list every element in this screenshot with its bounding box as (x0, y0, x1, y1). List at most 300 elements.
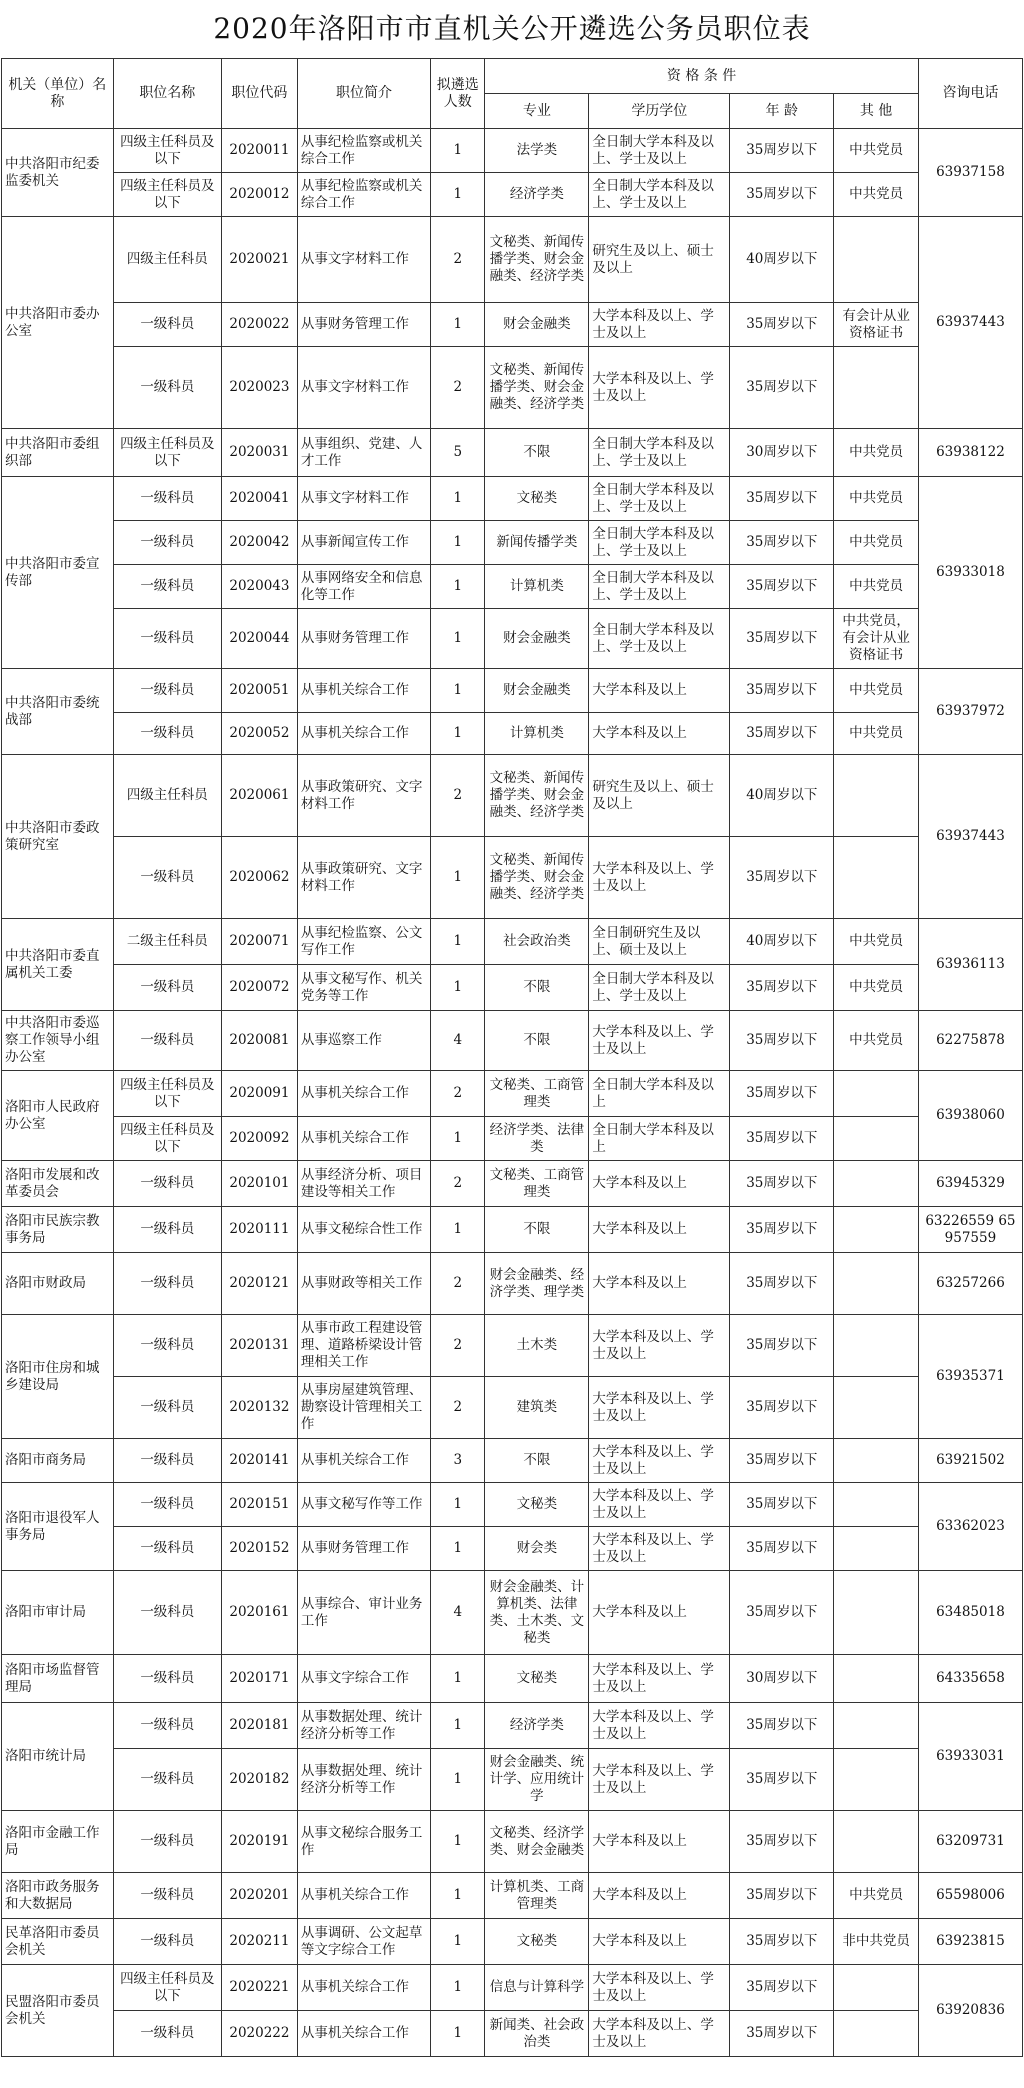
position-cell: 四级主任科员及以下 (113, 1117, 221, 1161)
education-cell: 大学本科及以上、学士及以上 (589, 303, 730, 347)
position-cell: 一级科员 (113, 965, 221, 1011)
count-cell: 1 (431, 713, 485, 755)
intro-cell: 从事文字材料工作 (297, 217, 430, 303)
page-title: 2020年洛阳市市直机关公开遴选公务员职位表 (213, 12, 811, 45)
age-cell: 35周岁以下 (730, 1377, 834, 1439)
other-cell (834, 837, 919, 919)
position-cell: 四级主任科员及以下 (113, 173, 221, 217)
education-cell: 大学本科及以上 (589, 1161, 730, 1207)
intro-cell: 从事财务管理工作 (297, 303, 430, 347)
major-cell: 不限 (485, 1011, 589, 1071)
intro-cell: 从事机关综合工作 (297, 669, 430, 713)
code-cell: 2020222 (222, 2011, 298, 2057)
intro-cell: 从事文字综合工作 (297, 1655, 430, 1703)
major-cell: 文秘类 (485, 477, 589, 521)
position-cell: 一级科员 (113, 1655, 221, 1703)
header-phone: 咨询电话 (918, 59, 1022, 129)
table-row (2, 1253, 1023, 1315)
other-cell: 中共党员 (834, 919, 919, 965)
table-row (2, 919, 1023, 965)
count-cell: 1 (431, 129, 485, 173)
table-row (2, 1207, 1023, 1253)
other-cell: 中共党员，有会计从业资格证书 (834, 609, 919, 669)
position-cell: 一级科员 (113, 1377, 221, 1439)
table-row (2, 1655, 1023, 1703)
other-cell (834, 347, 919, 429)
intro-cell: 从事机关综合工作 (297, 1117, 430, 1161)
age-cell: 35周岁以下 (730, 1315, 834, 1377)
position-cell: 一级科员 (113, 1011, 221, 1071)
table-row (2, 217, 1023, 303)
table-row (2, 1439, 1023, 1483)
position-cell: 一级科员 (113, 347, 221, 429)
phone-cell: 63923815 (918, 1919, 1022, 1965)
age-cell: 35周岁以下 (730, 1483, 834, 1527)
code-cell: 2020012 (222, 173, 298, 217)
phone-cell: 63209731 (918, 1811, 1022, 1873)
code-cell: 2020061 (222, 755, 298, 837)
table-row (2, 1527, 1023, 1571)
major-cell: 社会政治类 (485, 919, 589, 965)
phone-cell: 63257266 (918, 1253, 1022, 1315)
code-cell: 2020171 (222, 1655, 298, 1703)
intro-cell: 从事文字材料工作 (297, 347, 430, 429)
education-cell: 全日制大学本科及以上、学士及以上 (589, 477, 730, 521)
table-row (2, 1919, 1023, 1965)
major-cell: 信息与计算科学 (485, 1965, 589, 2011)
major-cell: 文秘类 (485, 1483, 589, 1527)
table-row (2, 837, 1023, 919)
count-cell: 1 (431, 1527, 485, 1571)
major-cell: 财会类 (485, 1527, 589, 1571)
count-cell: 1 (431, 609, 485, 669)
age-cell: 35周岁以下 (730, 1117, 834, 1161)
count-cell: 2 (431, 1253, 485, 1315)
position-cell: 四级主任科员及以下 (113, 129, 221, 173)
phone-cell: 63937443 (918, 217, 1022, 429)
age-cell: 35周岁以下 (730, 1253, 834, 1315)
position-cell: 一级科员 (113, 1703, 221, 1749)
intro-cell: 从事财政等相关工作 (297, 1253, 430, 1315)
org-cell: 中共洛阳市委办公室 (2, 217, 114, 429)
age-cell: 35周岁以下 (730, 1161, 834, 1207)
intro-cell: 从事房屋建筑管理、勘察设计管理相关工作 (297, 1377, 430, 1439)
table-row (2, 1749, 1023, 1811)
header-org: 机关（单位）名称 (2, 59, 114, 129)
count-cell: 5 (431, 429, 485, 477)
code-cell: 2020041 (222, 477, 298, 521)
major-cell: 财会金融类、计算机类、法律类、土木类、文秘类 (485, 1571, 589, 1655)
age-cell: 35周岁以下 (730, 1527, 834, 1571)
table-row (2, 2011, 1023, 2057)
code-cell: 2020221 (222, 1965, 298, 2011)
position-cell: 一级科员 (113, 1571, 221, 1655)
code-cell: 2020091 (222, 1071, 298, 1117)
count-cell: 1 (431, 919, 485, 965)
education-cell: 全日制大学本科及以上、学士及以上 (589, 173, 730, 217)
education-cell: 研究生及以上、硕士及以上 (589, 755, 730, 837)
education-cell: 大学本科及以上 (589, 1207, 730, 1253)
phone-cell: 63937972 (918, 669, 1022, 755)
education-cell: 大学本科及以上、学士及以上 (589, 1703, 730, 1749)
intro-cell: 从事数据处理、统计经济分析等工作 (297, 1749, 430, 1811)
position-cell: 一级科员 (113, 837, 221, 919)
education-cell: 大学本科及以上 (589, 1811, 730, 1873)
count-cell: 1 (431, 1965, 485, 2011)
other-cell: 中共党员 (834, 965, 919, 1011)
table-row (2, 1483, 1023, 1527)
count-cell: 1 (431, 303, 485, 347)
major-cell: 新闻传播学类 (485, 521, 589, 565)
phone-cell: 63933031 (918, 1703, 1022, 1811)
phone-cell: 63226559 65957559 (918, 1207, 1022, 1253)
code-cell: 2020062 (222, 837, 298, 919)
table-row (2, 1315, 1023, 1377)
position-cell: 一级科员 (113, 1873, 221, 1919)
major-cell: 建筑类 (485, 1377, 589, 1439)
education-cell: 大学本科及以上、学士及以上 (589, 347, 730, 429)
other-cell: 中共党员 (834, 669, 919, 713)
education-cell: 大学本科及以上 (589, 669, 730, 713)
count-cell: 2 (431, 1315, 485, 1377)
major-cell: 财会金融类、经济学类、理学类 (485, 1253, 589, 1315)
position-cell: 一级科员 (113, 1253, 221, 1315)
major-cell: 经济学类、法律类 (485, 1117, 589, 1161)
age-cell: 35周岁以下 (730, 521, 834, 565)
code-cell: 2020052 (222, 713, 298, 755)
education-cell: 大学本科及以上、学士及以上 (589, 1655, 730, 1703)
education-cell: 全日制大学本科及以上、学士及以上 (589, 129, 730, 173)
major-cell: 文秘类 (485, 1919, 589, 1965)
header-count: 拟遴选人数 (431, 59, 485, 129)
age-cell: 35周岁以下 (730, 837, 834, 919)
position-cell: 一级科员 (113, 565, 221, 609)
intro-cell: 从事文秘综合服务工作 (297, 1811, 430, 1873)
other-cell (834, 1315, 919, 1377)
education-cell: 全日制大学本科及以上 (589, 1071, 730, 1117)
age-cell: 35周岁以下 (730, 129, 834, 173)
other-cell (834, 1161, 919, 1207)
position-cell: 一级科员 (113, 1315, 221, 1377)
count-cell: 4 (431, 1571, 485, 1655)
count-cell: 1 (431, 1811, 485, 1873)
major-cell: 不限 (485, 965, 589, 1011)
major-cell: 财会金融类 (485, 303, 589, 347)
other-cell (834, 755, 919, 837)
count-cell: 2 (431, 1377, 485, 1439)
table-row (2, 1011, 1023, 1071)
major-cell: 文秘类、经济学类、财会金融类 (485, 1811, 589, 1873)
intro-cell: 从事文秘写作、机关党务等工作 (297, 965, 430, 1011)
education-cell: 大学本科及以上、学士及以上 (589, 1749, 730, 1811)
education-cell: 全日制大学本科及以上、学士及以上 (589, 965, 730, 1011)
intro-cell: 从事机关综合工作 (297, 1439, 430, 1483)
header-intro: 职位简介 (297, 59, 430, 129)
intro-cell: 从事机关综合工作 (297, 713, 430, 755)
position-cell: 一级科员 (113, 1483, 221, 1527)
org-cell: 洛阳市商务局 (2, 1439, 114, 1483)
count-cell: 1 (431, 1919, 485, 1965)
table-row (2, 129, 1023, 173)
org-cell: 洛阳市民族宗教事务局 (2, 1207, 114, 1253)
position-cell: 一级科员 (113, 1207, 221, 1253)
count-cell: 1 (431, 1655, 485, 1703)
code-cell: 2020201 (222, 1873, 298, 1919)
code-cell: 2020121 (222, 1253, 298, 1315)
intro-cell: 从事财务管理工作 (297, 1527, 430, 1571)
count-cell: 2 (431, 755, 485, 837)
table-row (2, 1377, 1023, 1439)
major-cell: 财会金融类、统计学、应用统计学 (485, 1749, 589, 1811)
table-row (2, 565, 1023, 609)
org-cell: 洛阳市发展和改革委员会 (2, 1161, 114, 1207)
intro-cell: 从事经济分析、项目建设等相关工作 (297, 1161, 430, 1207)
code-cell: 2020011 (222, 129, 298, 173)
age-cell: 35周岁以下 (730, 1873, 834, 1919)
table-row (2, 755, 1023, 837)
education-cell: 全日制大学本科及以上、学士及以上 (589, 429, 730, 477)
org-cell: 中共洛阳市纪委监委机关 (2, 129, 114, 217)
major-cell: 不限 (485, 1207, 589, 1253)
major-cell: 文秘类、工商管理类 (485, 1161, 589, 1207)
header-major: 专业 (485, 94, 589, 129)
org-cell: 洛阳市退役军人事务局 (2, 1483, 114, 1571)
other-cell: 有会计从业资格证书 (834, 303, 919, 347)
header-qualifications: 资 格 条 件 (485, 59, 919, 94)
table-row (2, 965, 1023, 1011)
count-cell: 2 (431, 217, 485, 303)
count-cell: 3 (431, 1439, 485, 1483)
other-cell (834, 1071, 919, 1117)
table-row (2, 1965, 1023, 2011)
age-cell: 35周岁以下 (730, 713, 834, 755)
count-cell: 1 (431, 521, 485, 565)
table-row (2, 477, 1023, 521)
education-cell: 大学本科及以上、学士及以上 (589, 1527, 730, 1571)
age-cell: 35周岁以下 (730, 1571, 834, 1655)
table-row (2, 173, 1023, 217)
position-cell: 一级科员 (113, 1811, 221, 1873)
major-cell: 文秘类、新闻传播学类、财会金融类、经济学类 (485, 755, 589, 837)
major-cell: 新闻类、社会政治类 (485, 2011, 589, 2057)
table-row (2, 609, 1023, 669)
position-cell: 一级科员 (113, 1439, 221, 1483)
intro-cell: 从事组织、党建、人才工作 (297, 429, 430, 477)
org-cell: 民盟洛阳市委员会机关 (2, 1965, 114, 2057)
code-cell: 2020023 (222, 347, 298, 429)
other-cell (834, 1117, 919, 1161)
count-cell: 1 (431, 477, 485, 521)
count-cell: 1 (431, 1703, 485, 1749)
major-cell: 计算机类、工商管理类 (485, 1873, 589, 1919)
other-cell (834, 1655, 919, 1703)
code-cell: 2020101 (222, 1161, 298, 1207)
table-row (2, 1873, 1023, 1919)
other-cell (834, 1207, 919, 1253)
major-cell: 计算机类 (485, 565, 589, 609)
count-cell: 2 (431, 1071, 485, 1117)
header-education: 学历学位 (589, 94, 730, 129)
age-cell: 35周岁以下 (730, 1965, 834, 2011)
org-cell: 洛阳市统计局 (2, 1703, 114, 1811)
count-cell: 1 (431, 2011, 485, 2057)
major-cell: 文秘类、新闻传播学类、财会金融类、经济学类 (485, 347, 589, 429)
intro-cell: 从事机关综合工作 (297, 1071, 430, 1117)
position-cell: 一级科员 (113, 1749, 221, 1811)
other-cell: 中共党员 (834, 713, 919, 755)
phone-cell: 63938122 (918, 429, 1022, 477)
org-cell: 中共洛阳市委巡察工作领导小组办公室 (2, 1011, 114, 1071)
major-cell: 财会金融类 (485, 669, 589, 713)
org-cell: 洛阳市住房和城乡建设局 (2, 1315, 114, 1439)
major-cell: 文秘类、新闻传播学类、财会金融类、经济学类 (485, 217, 589, 303)
education-cell: 大学本科及以上 (589, 1571, 730, 1655)
intro-cell: 从事文秘综合性工作 (297, 1207, 430, 1253)
other-cell (834, 1527, 919, 1571)
intro-cell: 从事机关综合工作 (297, 1965, 430, 2011)
age-cell: 35周岁以下 (730, 1749, 834, 1811)
major-cell: 经济学类 (485, 173, 589, 217)
intro-cell: 从事纪检监察、公文写作工作 (297, 919, 430, 965)
education-cell: 全日制研究生及以上、硕士及以上 (589, 919, 730, 965)
education-cell: 大学本科及以上 (589, 1873, 730, 1919)
intro-cell: 从事机关综合工作 (297, 1873, 430, 1919)
major-cell: 不限 (485, 1439, 589, 1483)
position-cell: 一级科员 (113, 2011, 221, 2057)
table-row (2, 1811, 1023, 1873)
table-row (2, 1571, 1023, 1655)
count-cell: 2 (431, 1161, 485, 1207)
count-cell: 1 (431, 173, 485, 217)
major-cell: 不限 (485, 429, 589, 477)
education-cell: 大学本科及以上 (589, 1253, 730, 1315)
position-cell: 一级科员 (113, 713, 221, 755)
header-row-1 (2, 59, 1023, 94)
age-cell: 35周岁以下 (730, 477, 834, 521)
count-cell: 1 (431, 965, 485, 1011)
org-cell: 洛阳市政务服务和大数据局 (2, 1873, 114, 1919)
education-cell: 大学本科及以上、学士及以上 (589, 1439, 730, 1483)
intro-cell: 从事纪检监察或机关综合工作 (297, 173, 430, 217)
phone-cell: 63935371 (918, 1315, 1022, 1439)
intro-cell: 从事巡察工作 (297, 1011, 430, 1071)
intro-cell: 从事机关综合工作 (297, 2011, 430, 2057)
phone-cell: 63933018 (918, 477, 1022, 669)
org-cell: 洛阳市财政局 (2, 1253, 114, 1315)
position-cell: 一级科员 (113, 609, 221, 669)
phone-cell: 63945329 (918, 1161, 1022, 1207)
age-cell: 30周岁以下 (730, 1655, 834, 1703)
intro-cell: 从事政策研究、文字材料工作 (297, 837, 430, 919)
intro-cell: 从事综合、审计业务工作 (297, 1571, 430, 1655)
education-cell: 大学本科及以上 (589, 713, 730, 755)
age-cell: 35周岁以下 (730, 565, 834, 609)
position-cell: 四级主任科员及以下 (113, 429, 221, 477)
education-cell: 大学本科及以上、学士及以上 (589, 1315, 730, 1377)
age-cell: 40周岁以下 (730, 919, 834, 965)
major-cell: 文秘类、新闻传播学类、财会金融类、经济学类 (485, 837, 589, 919)
table-row (2, 347, 1023, 429)
position-cell: 四级主任科员及以下 (113, 1071, 221, 1117)
code-cell: 2020211 (222, 1919, 298, 1965)
code-cell: 2020161 (222, 1571, 298, 1655)
count-cell: 1 (431, 669, 485, 713)
other-cell (834, 1377, 919, 1439)
code-cell: 2020043 (222, 565, 298, 609)
other-cell (834, 1571, 919, 1655)
other-cell: 中共党员 (834, 129, 919, 173)
intro-cell: 从事网络安全和信息化等工作 (297, 565, 430, 609)
code-cell: 2020031 (222, 429, 298, 477)
org-cell: 中共洛阳市委直属机关工委 (2, 919, 114, 1011)
table-row (2, 1117, 1023, 1161)
position-cell: 一级科员 (113, 1161, 221, 1207)
education-cell: 大学本科及以上 (589, 1919, 730, 1965)
age-cell: 35周岁以下 (730, 669, 834, 713)
major-cell: 财会金融类 (485, 609, 589, 669)
header-code: 职位代码 (222, 59, 298, 129)
phone-cell: 63921502 (918, 1439, 1022, 1483)
education-cell: 大学本科及以上、学士及以上 (589, 1965, 730, 2011)
code-cell: 2020152 (222, 1527, 298, 1571)
phone-cell: 62275878 (918, 1011, 1022, 1071)
org-cell: 中共洛阳市委宣传部 (2, 477, 114, 669)
other-cell: 中共党员 (834, 173, 919, 217)
org-cell: 洛阳市金融工作局 (2, 1811, 114, 1873)
org-cell: 民革洛阳市委员会机关 (2, 1919, 114, 1965)
age-cell: 40周岁以下 (730, 755, 834, 837)
phone-cell: 63937443 (918, 755, 1022, 919)
phone-cell: 64335658 (918, 1655, 1022, 1703)
major-cell: 土木类 (485, 1315, 589, 1377)
phone-cell: 65598006 (918, 1873, 1022, 1919)
age-cell: 35周岁以下 (730, 609, 834, 669)
position-cell: 一级科员 (113, 669, 221, 713)
table-row (2, 303, 1023, 347)
education-cell: 大学本科及以上、学士及以上 (589, 837, 730, 919)
education-cell: 大学本科及以上、学士及以上 (589, 1011, 730, 1071)
phone-cell: 63938060 (918, 1071, 1022, 1161)
age-cell: 35周岁以下 (730, 1071, 834, 1117)
major-cell: 法学类 (485, 129, 589, 173)
table-row (2, 713, 1023, 755)
code-cell: 2020044 (222, 609, 298, 669)
code-cell: 2020071 (222, 919, 298, 965)
major-cell: 经济学类 (485, 1703, 589, 1749)
other-cell: 中共党员 (834, 1873, 919, 1919)
code-cell: 2020051 (222, 669, 298, 713)
position-cell: 四级主任科员及以下 (113, 1965, 221, 2011)
code-cell: 2020181 (222, 1703, 298, 1749)
major-cell: 文秘类 (485, 1655, 589, 1703)
table-row (2, 669, 1023, 713)
count-cell: 1 (431, 1749, 485, 1811)
table-body (2, 129, 1023, 2057)
org-cell: 中共洛阳市委统战部 (2, 669, 114, 755)
education-cell: 全日制大学本科及以上、学士及以上 (589, 609, 730, 669)
other-cell: 中共党员 (834, 565, 919, 609)
intro-cell: 从事新闻宣传工作 (297, 521, 430, 565)
intro-cell: 从事数据处理、统计经济分析等工作 (297, 1703, 430, 1749)
code-cell: 2020131 (222, 1315, 298, 1377)
intro-cell: 从事调研、公文起草等文字综合工作 (297, 1919, 430, 1965)
table-row (2, 521, 1023, 565)
phone-cell: 63362023 (918, 1483, 1022, 1571)
age-cell: 35周岁以下 (730, 173, 834, 217)
other-cell (834, 1703, 919, 1749)
position-cell: 四级主任科员 (113, 217, 221, 303)
phone-cell: 63920836 (918, 1965, 1022, 2057)
